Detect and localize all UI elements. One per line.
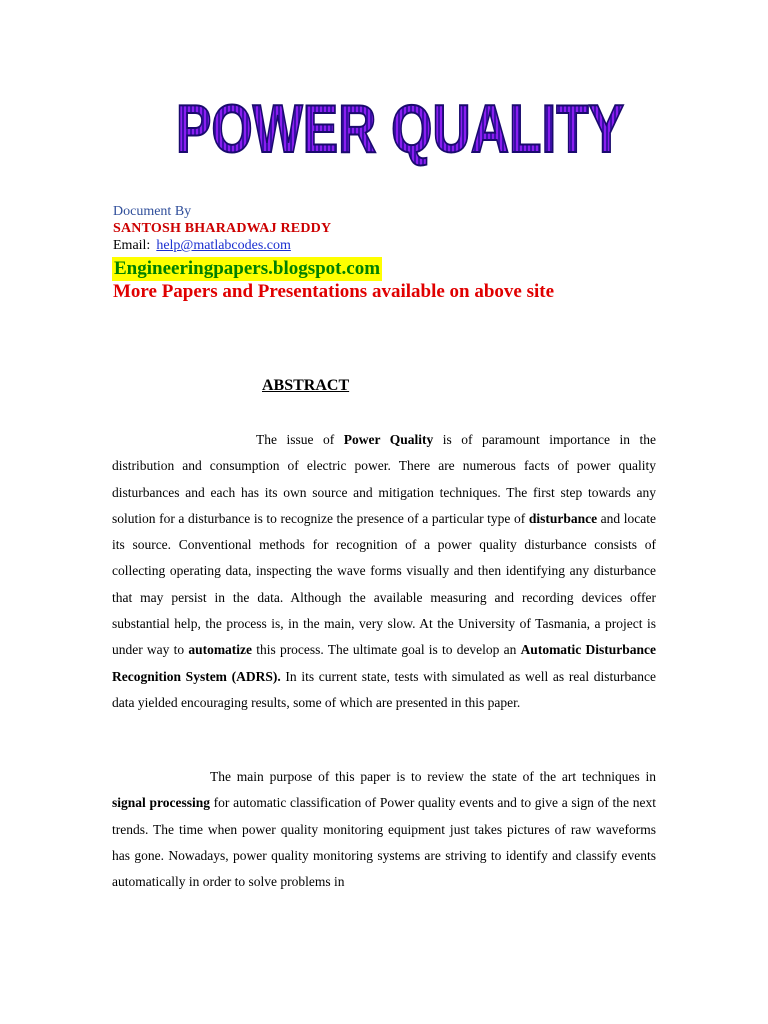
p1-text-2: is of paramount importance in the distribution and consumption of electric power. There are numerous facts of power quality disturbances and each has its own source and mitigation techniques. The first step towards any solution for a disturbance is to recognize the presence of a particular type of — [112, 432, 657, 526]
abstract-paragraph-2 — [112, 764, 656, 895]
site-link[interactable]: Engineeringpapers.blogspot.com — [114, 258, 381, 279]
p1-text-5: In its current state, tests with simulated as well as real disturbance data yielded encouraging results, some of which are presented in this paper. — [112, 668, 656, 710]
abstract-paragraph-1 — [112, 427, 656, 716]
email-label: Email: — [113, 238, 151, 253]
p2-text-2: for automatic classification of Power quality events and to give a sign of the next trends. The time when power quality monitoring equipment just takes pictures of raw waveforms has gone. Nowadays, power quality monitoring systems are striving to identify and classify events automatically in order to solve problems in — [112, 795, 656, 890]
p1-bold-automatize: automatize — [188, 642, 253, 658]
document-title: POWER QUALITY — [176, 91, 624, 167]
p1-bold-disturbance: disturbance — [528, 510, 598, 526]
title-wordart — [170, 80, 630, 167]
author-name: SANTOSH BHARADWAJ REDDY — [113, 221, 332, 236]
p1-bold-power-quality: Power Quality — [343, 432, 434, 447]
title-wordart-graphic — [170, 80, 630, 167]
p1-text-1: The issue of — [256, 432, 344, 447]
document-by-label: Document By — [113, 204, 192, 219]
p2-text-1: The main purpose of this paper is to review the state of the art techniques in — [210, 769, 656, 784]
email-row — [113, 237, 331, 254]
document-meta — [113, 203, 331, 254]
p2-bold-signal-processing: signal processing — [112, 795, 210, 811]
abstract-heading: ABSTRACT — [262, 377, 350, 394]
more-papers-notice: More Papers and Presentations available on above site — [113, 281, 555, 302]
p1-text-4: this process. The ultimate goal is to develop an — [252, 642, 521, 658]
p1-bold-adrs: Automatic Disturbance Recognition System (ADRS). — [112, 642, 656, 684]
email-link[interactable]: help@matlabcodes.com — [156, 238, 291, 253]
p1-text-3: and locate its source. Conventional methods for recognition of a power quality disturbance consists of collecting operating data, inspecting the wave forms visually and then identifying any disturbance that may persist in the data. Although the available measuring and recording devices offer substantial help, the process is, in the main, very slow. At the University of Tasmania, a project is under way to — [112, 510, 656, 658]
